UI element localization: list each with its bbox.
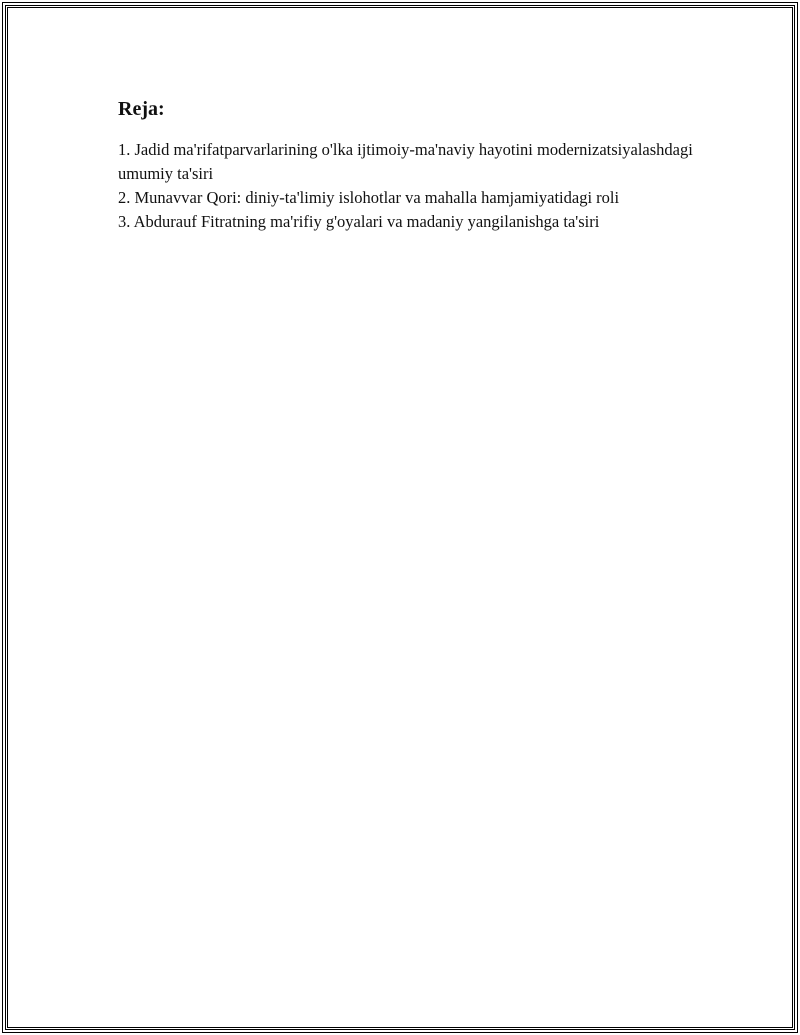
document-page bbox=[2, 2, 798, 1033]
plan-list bbox=[118, 138, 708, 234]
plan-item-1: 1. Jadid ma'rifatparvarlarining o'lka ijtimoiy-ma'naviy hayotini modernizatsiyalashdagi umumiy ta'siri bbox=[118, 140, 693, 183]
plan-heading: Reja: bbox=[118, 98, 165, 120]
plan-item-3: 3. Abdurauf Fitratning ma'rifiy g'oyalari va madaniy yangilanishga ta'siri bbox=[118, 212, 600, 231]
plan-item-2: 2. Munavvar Qori: diniy-ta'limiy islohotlar va mahalla hamjamiyatidagi roli bbox=[118, 188, 620, 207]
document-content bbox=[118, 96, 708, 234]
